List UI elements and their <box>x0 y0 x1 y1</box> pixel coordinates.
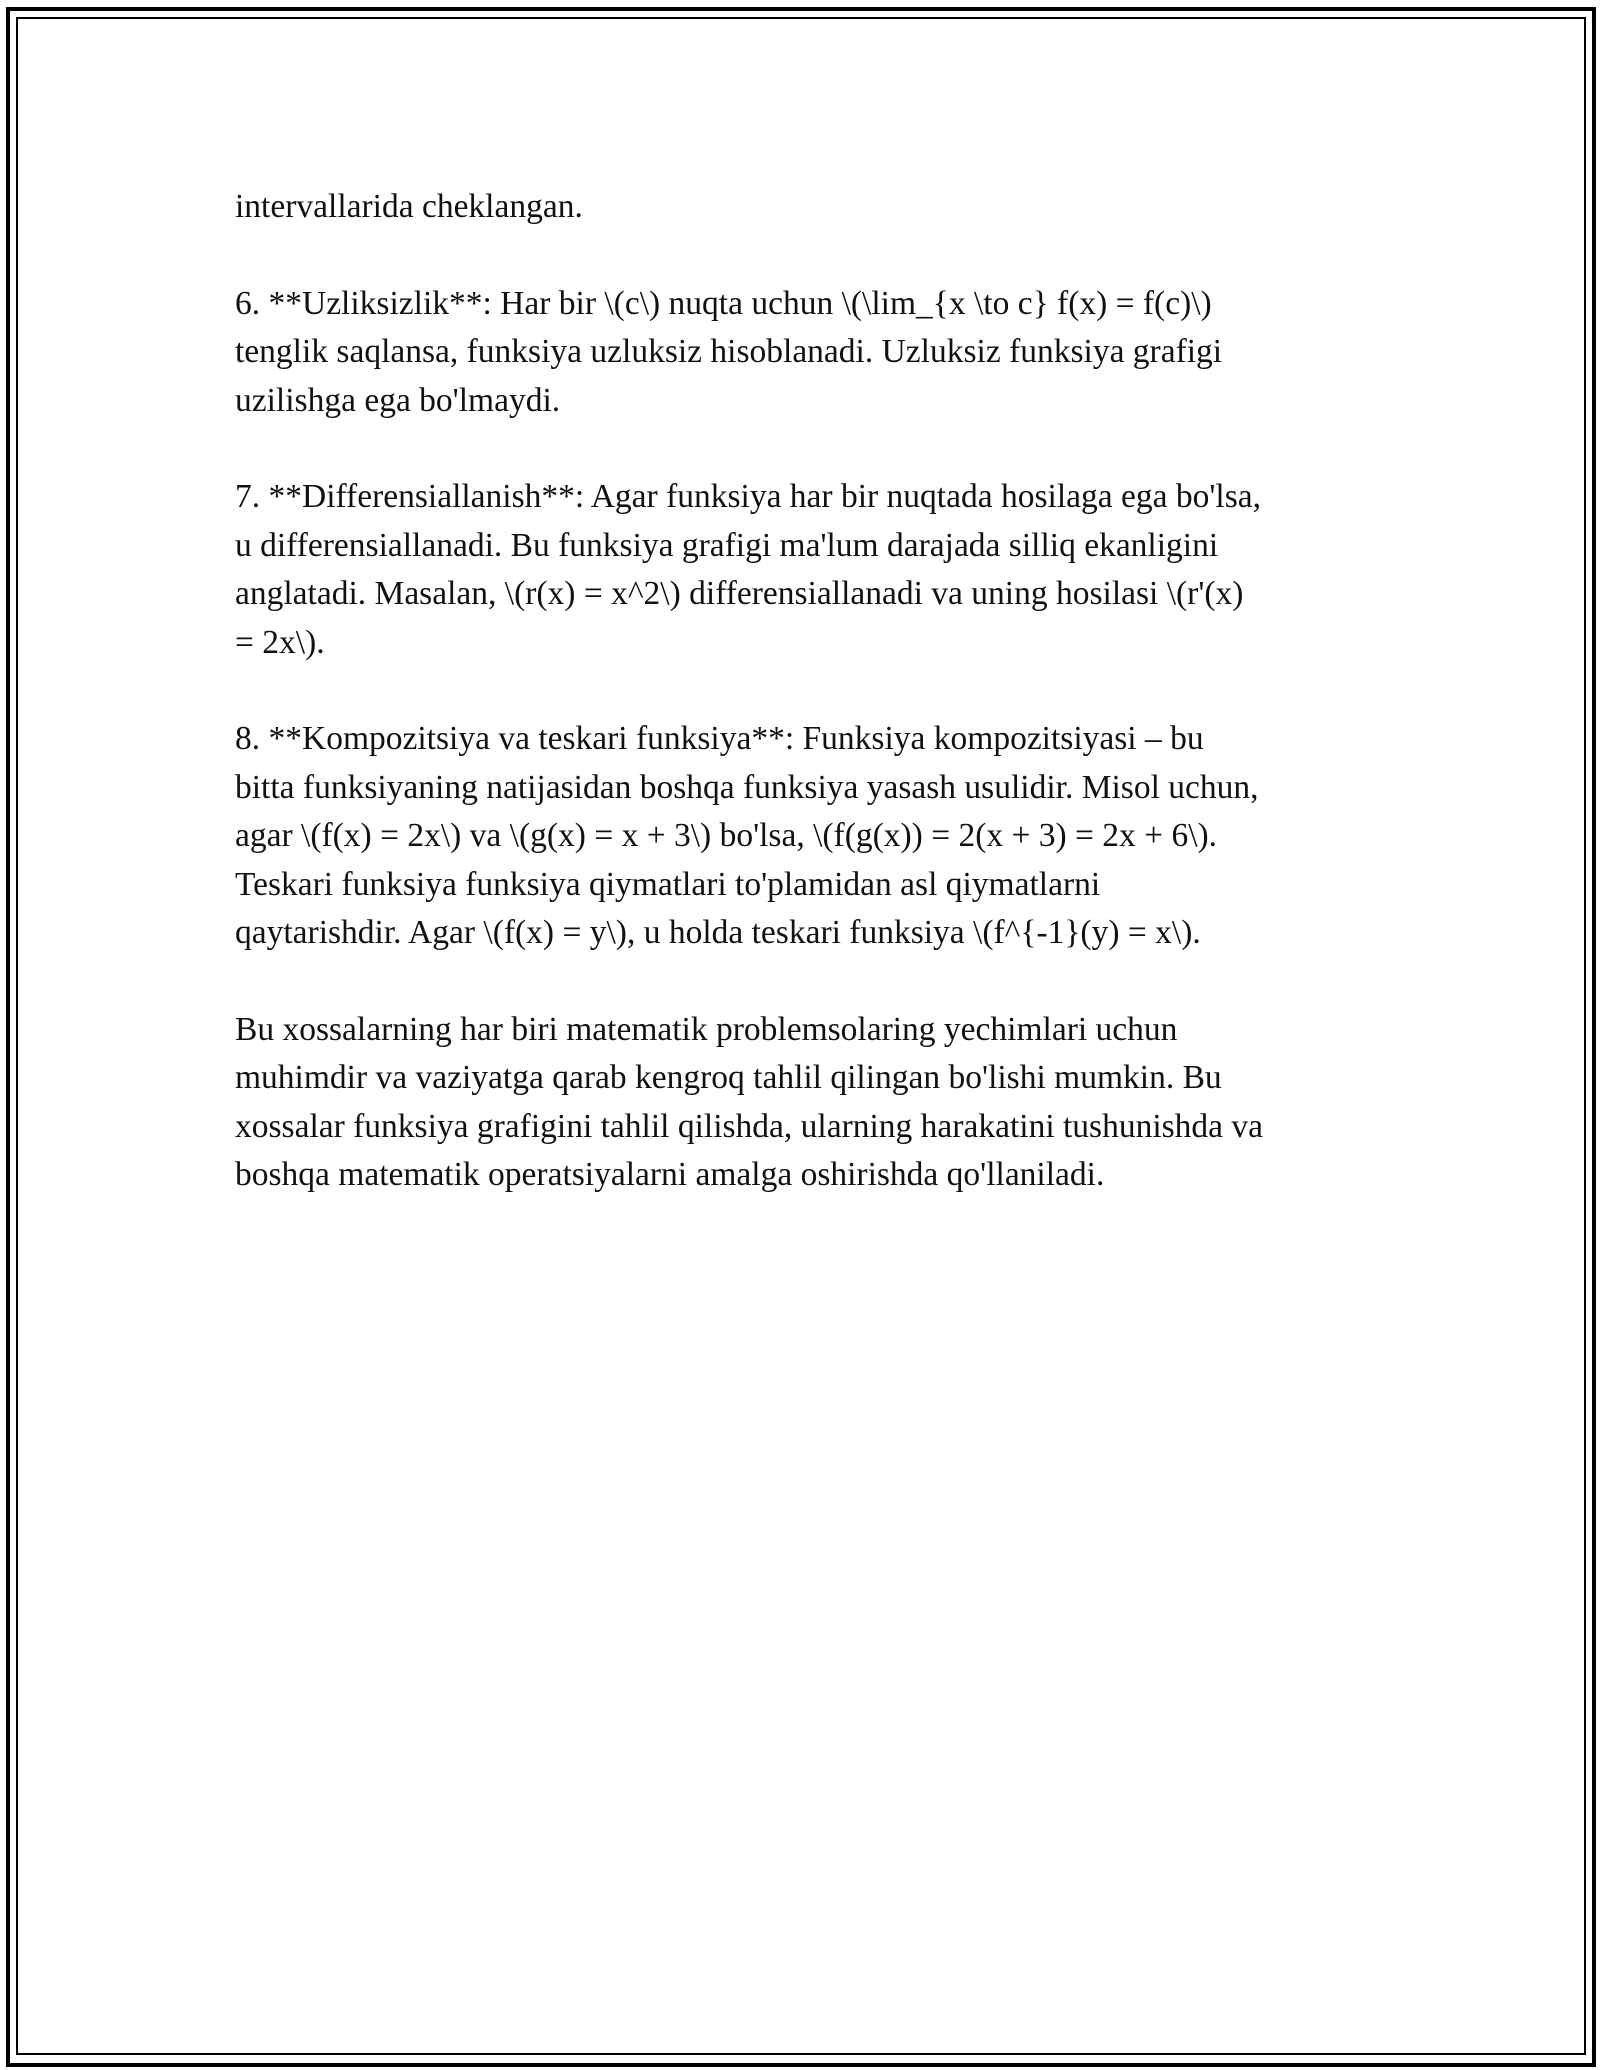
text-line: = 2x\). <box>235 623 325 661</box>
text-line: agar \(f(x) = 2x\) va \(g(x) = x + 3\) bo'lsa, \(f(g(x)) = 2(x + 3) = 2x + 6\). <box>235 817 1218 854</box>
text-line: uzilishga ega bo'lmaydi. <box>235 381 561 419</box>
paragraph-item-6-continuity <box>235 280 1365 426</box>
text-line: u differensiallanadi. Bu funksiya grafigi ma'lum darajada silliq ekanligini <box>235 526 1219 564</box>
paragraph-item-8-composition <box>235 715 1365 958</box>
paragraph-item-7-differentiability <box>235 473 1365 667</box>
paragraph-intro-tail <box>235 183 1365 232</box>
text-line: 7. **Differensiallanish**: Agar funksiya har bir nuqtada hosilaga ega bo'lsa, <box>235 478 1261 515</box>
text-line: Teskari funksiya funksiya qiymatlari to'plamidan asl qiymatlarni <box>235 865 1101 903</box>
document-body <box>235 183 1365 1248</box>
text-line: boshqa matematik operatsiyalarni amalga oshirishda qo'llaniladi. <box>235 1156 1105 1193</box>
text-line: 8. **Kompozitsiya va teskari funksiya**: Funksiya kompozitsiyasi – bu <box>235 720 1204 757</box>
paragraph-conclusion <box>235 1006 1365 1200</box>
text-line: qaytarishdir. Agar \(f(x) = y\), u holda teskari funksiya \(f^{-1}(y) = x\). <box>235 914 1201 951</box>
text-line: xossalar funksiya grafigini tahlil qilishda, ularning harakatini tushunishda va <box>235 1107 1264 1145</box>
text-line: 6. **Uzliksizlik**: Har bir \(c\) nuqta uchun \(\lim_{x \to c} f(x) = f(c)\) <box>235 284 1212 322</box>
text-line: intervallarida cheklangan. <box>235 188 583 225</box>
text-line: tenglik saqlansa, funksiya uzluksiz hisoblanadi. Uzluksiz funksiya grafigi <box>235 333 1223 370</box>
text-line: muhimdir va vaziyatga qarab kengroq tahlil qilingan bo'lishi mumkin. Bu <box>235 1059 1222 1096</box>
text-line: bitta funksiyaning natijasidan boshqa funksiya yasash usulidir. Misol uchun, <box>235 768 1259 806</box>
text-line: Bu xossalarning har biri matematik problemsolaring yechimlari uchun <box>235 1010 1178 1048</box>
text-line: anglatadi. Masalan, \(r(x) = x^2\) differensiallanadi va uning hosilasi \(r'(x) <box>235 575 1244 612</box>
